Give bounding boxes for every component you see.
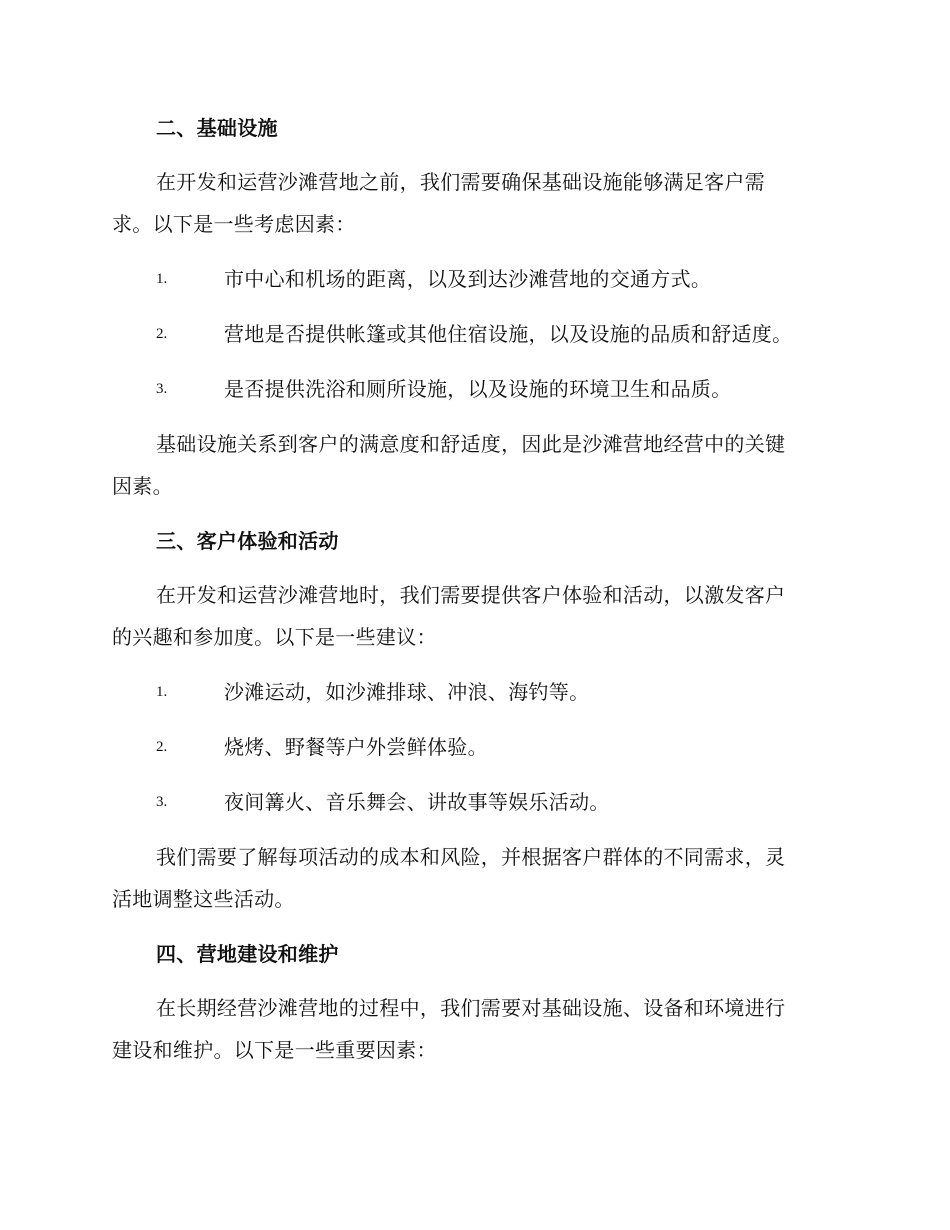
list-item: 夜间篝火、音乐舞会、讲故事等娱乐活动。 — [224, 790, 610, 814]
list-number: 2. — [156, 739, 168, 755]
list-number: 1. — [156, 271, 168, 287]
list-number: 3. — [156, 381, 168, 397]
paragraph-line: 活地调整这些活动。 — [112, 887, 295, 911]
paragraph-line: 在开发和运营沙滩营地之前，我们需要确保基础设施能够满足客户需 — [156, 170, 765, 194]
list-item: 沙滩运动，如沙滩排球、冲浪、海钓等。 — [224, 680, 590, 704]
section-heading: 二、基础设施 — [156, 116, 278, 140]
paragraph-line: 因素。 — [112, 474, 173, 498]
list-item: 市中心和机场的距离，以及到达沙滩营地的交通方式。 — [224, 267, 712, 291]
list-number: 2. — [156, 326, 168, 342]
section-heading: 四、营地建设和维护 — [156, 942, 339, 966]
list-item: 烧烤、野餐等户外尝鲜体验。 — [224, 735, 488, 759]
paragraph-line: 在开发和运营沙滩营地时，我们需要提供客户体验和活动，以激发客户 — [156, 583, 786, 607]
list-number: 3. — [156, 794, 168, 810]
list-number: 1. — [156, 684, 168, 700]
paragraph-line: 我们需要了解每项活动的成本和风险，并根据客户群体的不同需求，灵 — [156, 845, 786, 869]
paragraph-line: 求。以下是一些考虑因素： — [112, 212, 356, 236]
paragraph-line: 建设和维护。以下是一些重要因素： — [112, 1038, 437, 1062]
paragraph-line: 的兴趣和参加度。以下是一些建议： — [112, 625, 437, 649]
paragraph-line: 基础设施关系到客户的满意度和舒适度，因此是沙滩营地经营中的关键 — [156, 432, 786, 456]
list-item: 是否提供洗浴和厕所设施，以及设施的环境卫生和品质。 — [224, 377, 732, 401]
section-heading: 三、客户体验和活动 — [156, 529, 339, 553]
paragraph-line: 在长期经营沙滩营地的过程中，我们需要对基础设施、设备和环境进行 — [156, 996, 786, 1020]
list-item: 营地是否提供帐篷或其他住宿设施，以及设施的品质和舒适度。 — [224, 322, 793, 346]
